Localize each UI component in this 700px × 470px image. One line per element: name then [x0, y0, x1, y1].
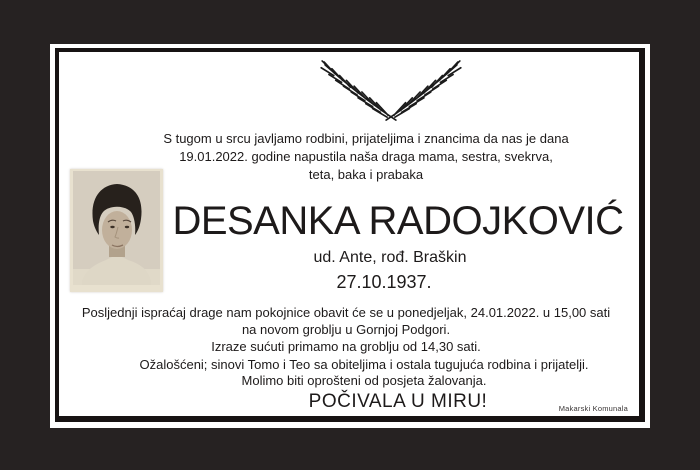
mourners-line: Molimo biti oprošteni od posjeta žalovanja.: [241, 373, 487, 388]
funeral-line: Posljednji ispraćaj drage nam pokojnice obavit će se u ponedjeljak, 24.01.2022. u 15,00 sati: [81, 305, 611, 320]
mourners-text: [64, 357, 664, 389]
funeral-line: na novom groblju u Gornjoj Podgori.: [241, 322, 451, 337]
publisher-credit: Makarski Komunala: [558, 404, 628, 413]
intro-line: 19.01.2022. godine napustila naša draga mama, sestra, svekrva,: [179, 149, 553, 164]
birth-date: 27.10.1937.: [336, 272, 432, 292]
funeral-line: Izraze sućuti primamo na groblju od 14,30 sati.: [211, 339, 481, 354]
intro-line: S tugom u srcu javljamo rodbini, prijateljima i znancima da nas je dana: [163, 131, 569, 146]
closing-line: POČIVALA U MIRU!: [308, 391, 488, 412]
obituary-card: [50, 44, 650, 428]
wheat-laurel-icon: [315, 60, 467, 124]
funeral-details: [46, 304, 646, 355]
deceased-name: DESANKA RADOJKOVIĆ: [172, 199, 624, 243]
mourners-line: Ožalošćeni; sinovi Tomo i Teo sa obiteljima i ostala tugujuća rodbina i prijatelji.: [139, 357, 589, 372]
relation-line: ud. Ante, rođ. Braškin: [313, 249, 467, 266]
intro-line: teta, baka i prabaka: [308, 167, 424, 182]
